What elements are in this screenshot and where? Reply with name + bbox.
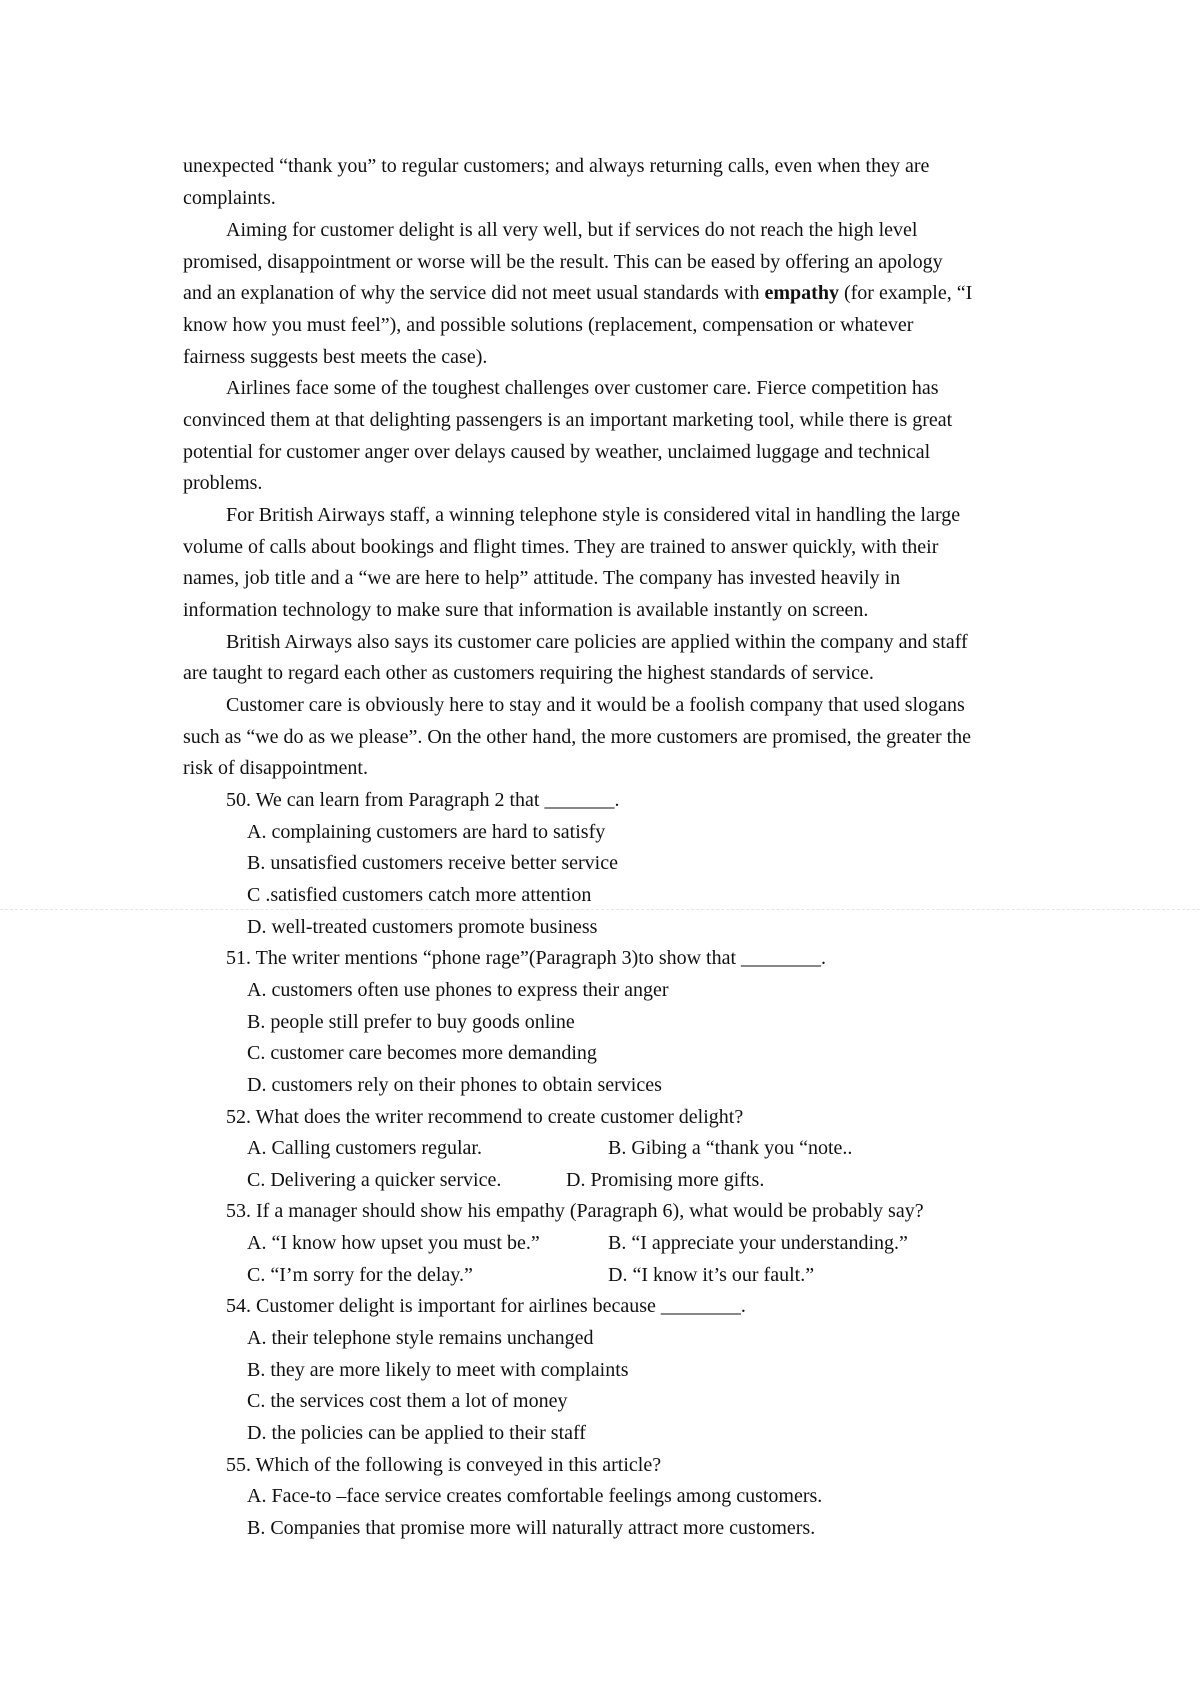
passage-line: names, job title and a “we are here to help” attitude. The company has invested heavily in: [183, 567, 901, 589]
passage-line: British Airways also says its customer care policies are applied within the company and staff: [226, 631, 968, 653]
empathy-keyword: empathy: [764, 282, 839, 304]
question-stem: 50. We can learn from Paragraph 2 that _______.: [226, 789, 620, 811]
option-b: B. Gibing a “thank you “note..: [608, 1137, 853, 1159]
question-stem: 51. The writer mentions “phone rage”(Paragraph 3)to show that ________.: [226, 947, 827, 969]
option-c: C .satisfied customers catch more attention: [247, 884, 592, 906]
option-b: B. “I appreciate your understanding.”: [608, 1232, 908, 1254]
option-a: A. customers often use phones to express their anger: [247, 979, 669, 1001]
passage-line: Customer care is obviously here to stay and it would be a foolish company that used slogans: [226, 694, 965, 716]
option-d: D. “I know it’s our fault.”: [608, 1264, 815, 1286]
passage-line: volume of calls about bookings and flight times. They are trained to answer quickly, with their: [183, 536, 939, 558]
option-c: C. “I’m sorry for the delay.”: [247, 1264, 473, 1286]
passage-line: such as “we do as we please”. On the other hand, the more customers are promised, the greater the: [183, 726, 972, 748]
passage-line: complaints.: [183, 187, 276, 209]
passage-line: Airlines face some of the toughest challenges over customer care. Fierce competition has: [226, 377, 939, 399]
passage-line: convinced them at that delighting passengers is an important marketing tool, while there is great: [183, 409, 953, 431]
option-a: A. “I know how upset you must be.”: [247, 1232, 540, 1254]
option-b: B. unsatisfied customers receive better service: [247, 852, 618, 874]
passage-line: potential for customer anger over delays caused by weather, unclaimed luggage and technical: [183, 441, 931, 463]
option-c: C. the services cost them a lot of money: [247, 1390, 568, 1412]
option-d: D. the policies can be applied to their staff: [247, 1422, 586, 1444]
passage-line: problems.: [183, 472, 263, 494]
question-stem: 54. Customer delight is important for airlines because ________.: [226, 1295, 746, 1317]
passage-line: information technology to make sure that information is available instantly on screen.: [183, 599, 869, 621]
option-b: B. they are more likely to meet with complaints: [247, 1359, 629, 1381]
passage-text: (for example, “I: [838, 282, 973, 304]
option-d: D. well-treated customers promote business: [247, 916, 598, 938]
option-a: A. complaining customers are hard to satisfy: [247, 821, 606, 843]
passage-line: are taught to regard each other as customers requiring the highest standards of service.: [183, 662, 874, 684]
passage-line: fairness suggests best meets the case).: [183, 346, 488, 368]
passage-line: know how you must feel”), and possible solutions (replacement, compensation or whatever: [183, 314, 914, 336]
option-b: B. Companies that promise more will naturally attract more customers.: [247, 1517, 816, 1539]
page-break-line: [0, 909, 1200, 910]
option-d: D. customers rely on their phones to obtain services: [247, 1074, 662, 1096]
passage-text: and an explanation of why the service did not meet usual standards with: [183, 282, 765, 304]
option-c: C. Delivering a quicker service.: [247, 1169, 502, 1191]
passage-line: risk of disappointment.: [183, 757, 368, 779]
passage-line: unexpected “thank you” to regular customers; and always returning calls, even when they are: [183, 155, 930, 177]
passage-line: For British Airways staff, a winning telephone style is considered vital in handling the large: [226, 504, 961, 526]
option-a: A. their telephone style remains unchanged: [247, 1327, 594, 1349]
passage-line: Aiming for customer delight is all very well, but if services do not reach the high level: [226, 219, 918, 241]
option-c: C. customer care becomes more demanding: [247, 1042, 597, 1064]
option-b: B. people still prefer to buy goods online: [247, 1011, 575, 1033]
option-a: A. Face-to –face service creates comfortable feelings among customers.: [247, 1485, 823, 1507]
question-stem: 52. What does the writer recommend to create customer delight?: [226, 1106, 744, 1128]
question-stem: 53. If a manager should show his empathy (Paragraph 6), what would be probably say?: [226, 1200, 924, 1222]
passage-line: promised, disappointment or worse will be the result. This can be eased by offering an apology: [183, 251, 943, 273]
question-stem: 55. Which of the following is conveyed in this article?: [226, 1454, 662, 1476]
option-d: D. Promising more gifts.: [566, 1169, 765, 1191]
passage-line: [183, 281, 972, 305]
option-a: A. Calling customers regular.: [247, 1137, 482, 1159]
